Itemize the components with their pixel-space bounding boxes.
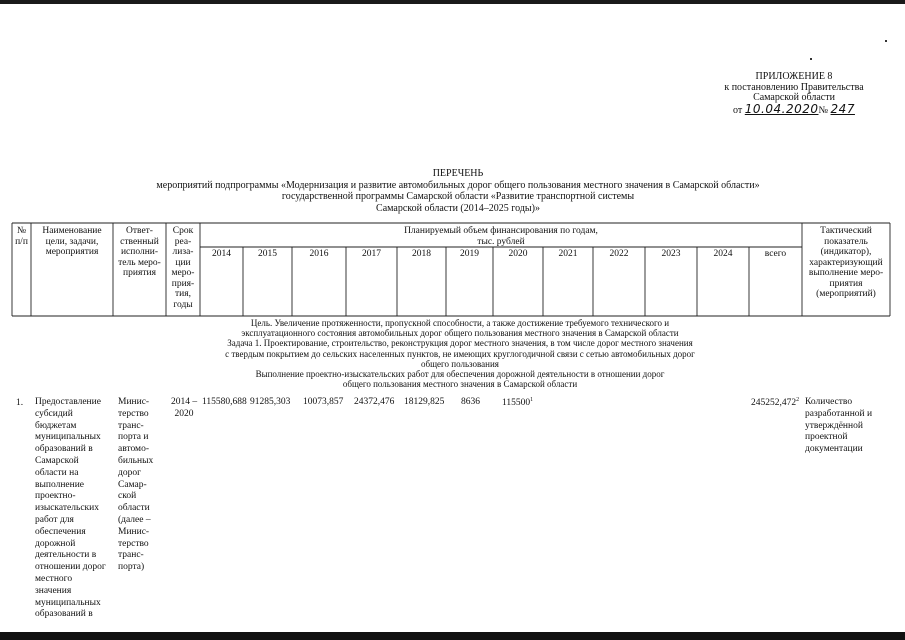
task-line: общего пользования xyxy=(421,358,499,369)
header-indicator-line: показатель xyxy=(824,236,868,247)
title-line-1: мероприятий подпрограммы «Модернизация и развитие автомобильных дорог общего пользования местного значения в Самарской области» xyxy=(156,179,760,191)
header-term-line: тия, xyxy=(175,289,191,299)
scan-border-bottom xyxy=(0,632,905,640)
row-1-name-line: субсидий xyxy=(35,408,73,419)
row-1-number: 1. xyxy=(16,398,24,408)
row-1-value-total-amount: 245252,472 xyxy=(751,398,797,409)
appendix-line-1: ПРИЛОЖЕНИЕ 8 xyxy=(755,71,833,82)
row-1-resp-line: транс- xyxy=(118,420,144,431)
header-term-line: реа- xyxy=(174,236,192,247)
row-1-indicator-line: документации xyxy=(805,444,863,455)
header-name-line: Наименование xyxy=(42,226,102,236)
row-1-resp-line: области xyxy=(118,503,150,514)
year-header-2021: 2021 xyxy=(558,249,578,259)
row-1-name-line: бюджетам xyxy=(35,420,77,431)
header-term-line: меро- xyxy=(171,268,195,278)
header-funding-line: тыс. рублей xyxy=(477,236,525,247)
header-indicator-line: характеризующий xyxy=(809,257,883,268)
row-1-resp-line: бильных xyxy=(118,455,154,466)
row-1-value-2018: 18129,825 xyxy=(404,397,445,407)
task-line: с твердым покрытием до сельских населенных пунктов, не имеющих круглогодичной связи с сетью автомобильных дорог xyxy=(225,348,695,359)
year-header-2022: 2022 xyxy=(609,249,629,259)
scan-border-top xyxy=(0,0,905,4)
task-line: Задача 1. Проектирование, строительство, реконструкция дорог местного значения, в том числе дорог местного значения xyxy=(227,338,693,349)
row-1-name-line: Предоставление xyxy=(35,397,101,407)
row-1-value-2014: 115580,688 xyxy=(202,397,247,407)
appendix-date-line xyxy=(700,101,888,117)
header-num-line: п/п xyxy=(15,236,28,247)
row-1-name-line: работ для xyxy=(35,514,74,525)
row-1-resp-line: Минис- xyxy=(118,526,150,537)
row-1-indicator-line: разработанной и xyxy=(805,408,873,419)
header-term-line: лиза- xyxy=(172,247,194,257)
header-resp-line: исполни- xyxy=(120,247,159,257)
year-header-2016: 2016 xyxy=(309,249,329,259)
header-resp-line: тель меро- xyxy=(118,257,161,268)
decree-number: 247 xyxy=(830,101,855,116)
row-1-name-line: значения xyxy=(35,585,72,596)
row-1-indicator-line: проектной xyxy=(805,432,848,443)
header-resp-line: ственный xyxy=(120,236,159,247)
row-1-name-line: обеспечения xyxy=(35,526,86,537)
row-1-value-2016: 10073,857 xyxy=(303,397,344,407)
row-1-name-line: образований в xyxy=(35,444,93,455)
row-1-resp-line: порта) xyxy=(118,562,145,573)
header-resp-line: приятия xyxy=(123,268,156,278)
decree-date: 10.04.2020 xyxy=(744,101,819,116)
row-1-term xyxy=(167,397,201,421)
section-line: общего пользования местного значения в Самарской области xyxy=(342,379,578,390)
header-num-line: № xyxy=(16,226,27,236)
row-1-name-line: деятельности в xyxy=(35,550,97,561)
goal-task-block xyxy=(180,318,740,389)
year-header-total: всего xyxy=(764,249,787,259)
title-line-2: государственной программы Самарской области «Развитие транспортной системы xyxy=(281,191,635,202)
footnote-1-marker: 1 xyxy=(530,397,534,403)
row-1-resp-line: терство xyxy=(118,538,149,549)
section-line: Выполнение проектно-изыскательских работ для обеспечения дорожной деятельности в отношении дорог xyxy=(255,369,665,380)
row-1-value-2020-amount: 115500 xyxy=(502,398,531,409)
header-num xyxy=(12,226,31,247)
row-1-value-2019: 8636 xyxy=(461,397,480,407)
row-1-resp-line: ской xyxy=(118,491,137,502)
row-1-name-line: отношении дорог xyxy=(35,562,106,573)
header-name-line: мероприятия xyxy=(45,247,99,257)
year-header-2019: 2019 xyxy=(460,249,479,259)
year-header-2014: 2014 xyxy=(212,249,231,259)
row-1-term-line: 2020 xyxy=(174,408,194,419)
scan-speck xyxy=(810,58,812,60)
header-term-line: прия- xyxy=(171,278,195,289)
header-indicator xyxy=(802,226,890,300)
row-1-resp-line: порта и xyxy=(118,432,149,443)
header-funding xyxy=(200,226,802,247)
row-1-resp-line: терство xyxy=(118,408,149,419)
row-1-name-line: образований в xyxy=(35,609,93,620)
year-header-2023: 2023 xyxy=(661,249,681,259)
row-1-value-2015: 91285,303 xyxy=(250,397,291,407)
header-term xyxy=(166,226,200,310)
header-indicator-line: Тактический xyxy=(820,226,872,236)
header-resp-line: Ответ- xyxy=(126,226,153,236)
row-1-responsible xyxy=(118,397,166,574)
row-1-name-line: изыскательских xyxy=(35,503,99,514)
year-header-2015: 2015 xyxy=(258,249,277,259)
appendix-block xyxy=(700,72,888,116)
row-1-name-line: выполнение xyxy=(35,479,85,490)
row-1-name-line: Самарской xyxy=(35,455,79,466)
row-1-resp-line: дорог xyxy=(118,467,141,478)
row-1-indicator xyxy=(805,397,890,456)
header-name xyxy=(31,226,113,258)
row-1-indicator-line: Количество xyxy=(805,397,853,407)
row-1-resp-line: Минис- xyxy=(118,397,150,407)
goal-line: эксплуатационного состояния автомобильных дорог общего пользования местного значения в Самарской области xyxy=(241,328,679,339)
header-indicator-line: (мероприятий) xyxy=(816,289,876,299)
row-1-resp-line: транс- xyxy=(118,550,144,561)
document-title xyxy=(100,168,816,214)
header-indicator-line: приятия xyxy=(829,278,863,289)
row-1-name-line: муниципальных xyxy=(35,432,101,443)
year-header-2018: 2018 xyxy=(412,249,431,259)
row-1-name-line: области на xyxy=(35,467,79,478)
date-prefix: от xyxy=(733,104,743,116)
appendix-line-3: Самарской области xyxy=(753,92,835,103)
header-term-line: Срок xyxy=(172,226,194,236)
appendix-line-2: к постановлению Правительства xyxy=(724,81,864,93)
header-funding-line: Планируемый объем финансирования по годам, xyxy=(404,226,598,236)
row-1-name-line: муниципальных xyxy=(35,597,101,608)
title-heading: ПЕРЕЧЕНЬ xyxy=(432,168,484,179)
header-term-line: годы xyxy=(173,299,193,310)
year-header-2020: 2020 xyxy=(508,249,528,259)
header-name-line: цели, задачи, xyxy=(45,236,99,247)
goal-line: Цель. Увеличение протяженности, пропускной способности, а также достижение требуемого технического и xyxy=(250,318,670,328)
row-1-indicator-line: утверждённой xyxy=(805,420,863,431)
year-header-2017: 2017 xyxy=(362,249,381,259)
year-header-2024: 2024 xyxy=(713,249,733,259)
row-1-value-2020 xyxy=(502,397,533,408)
header-responsible xyxy=(113,226,166,279)
footnote-2-marker: 2 xyxy=(796,397,800,403)
row-1-term-line: 2014 – xyxy=(170,397,198,407)
row-1-value-total xyxy=(751,397,799,408)
title-line-3: Самарской области (2014–2025 годы)» xyxy=(376,202,540,214)
row-1-resp-line: Самар- xyxy=(118,479,147,490)
number-prefix: № xyxy=(818,104,829,116)
row-1-name-line: дорожной xyxy=(35,538,76,549)
row-1-name xyxy=(35,397,115,621)
row-1-resp-line: (далее – xyxy=(118,514,151,525)
scan-speck xyxy=(885,40,887,42)
row-1-value-2017: 24372,476 xyxy=(354,397,395,407)
row-1-name-line: проектно- xyxy=(35,491,76,502)
row-1-resp-line: автомо- xyxy=(118,444,149,455)
header-indicator-line: (индикатор), xyxy=(820,247,872,257)
row-1-name-line: местного xyxy=(35,573,73,584)
header-term-line: ции xyxy=(175,257,191,268)
header-indicator-line: выполнение меро- xyxy=(808,268,884,278)
